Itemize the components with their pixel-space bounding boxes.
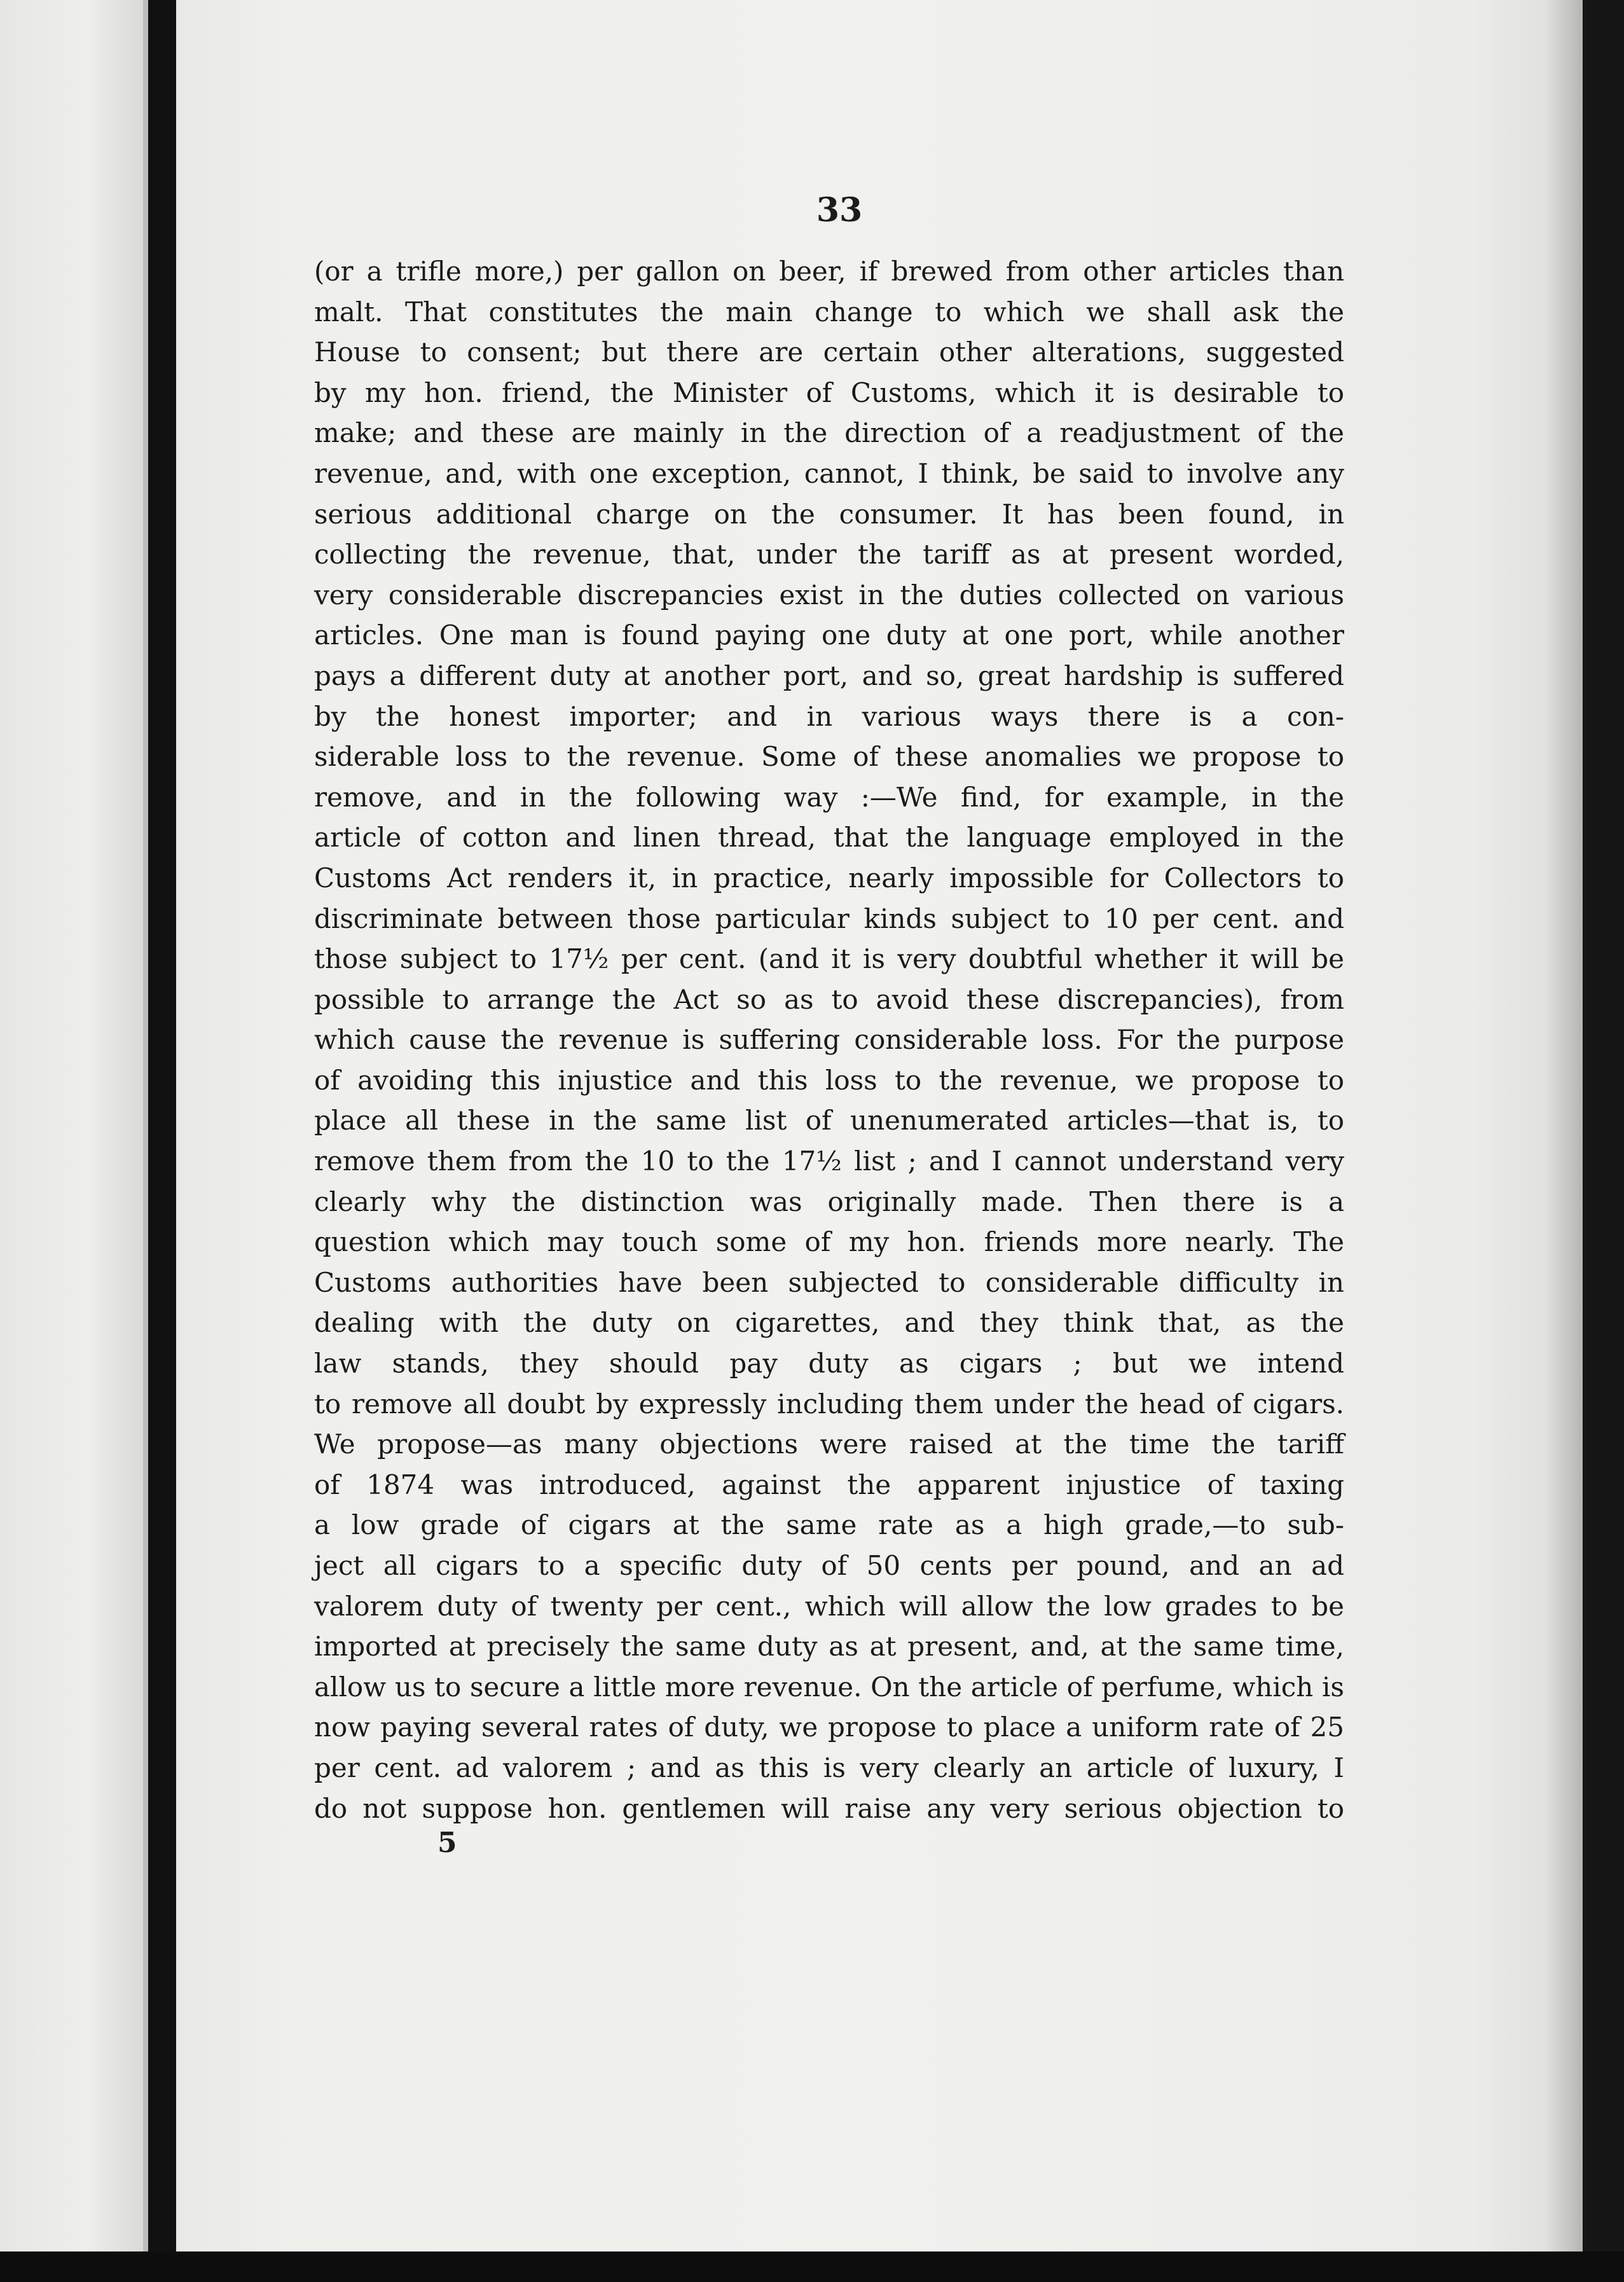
facing-page-fold	[143, 0, 148, 2251]
text-line: law stands, they should pay duty as cigars ; but we intend	[314, 1348, 1344, 1380]
text-line: per cent. ad valorem ; and as this is very clearly an article of luxury, I	[314, 1752, 1344, 1783]
text-line: Customs authorities have been subjected to considerable difficulty in	[314, 1266, 1344, 1298]
scan-border-bottom	[0, 2251, 1624, 2282]
text-line: now paying several rates of duty, we propose to place a uniform rate of 25	[314, 1711, 1344, 1743]
page-shadow	[1545, 0, 1583, 2251]
text-line: pays a different duty at another port, and so, great hardship is suffered	[314, 660, 1344, 691]
text-line: serious additional charge on the consumer. It has been found, in	[314, 498, 1344, 530]
scan-border-right	[1583, 0, 1624, 2282]
body-text	[314, 251, 1344, 1829]
text-line: those subject to 17½ per cent. (and it is very doubtful whether it will be	[314, 943, 1344, 975]
text-line: which cause the revenue is suffering considerable loss. For the purpose	[314, 1024, 1344, 1056]
text-line: question which may touch some of my hon. friends more nearly. The	[314, 1226, 1344, 1258]
text-line: make; and these are mainly in the direction of a readjustment of the	[314, 417, 1344, 449]
text-line: allow us to secure a little more revenue. On the article of perfume, which is	[314, 1671, 1344, 1703]
text-line: by the honest importer; and in various ways there is a con-	[314, 700, 1344, 732]
text-line: dealing with the duty on cigarettes, and they think that, as the	[314, 1307, 1344, 1339]
text-line: remove, and in the following way :—We find, for example, in the	[314, 781, 1344, 813]
text-line: by my hon. friend, the Minister of Customs, which it is desirable to	[314, 377, 1344, 408]
text-line: clearly why the distinction was originally made. Then there is a	[314, 1186, 1344, 1217]
text-line: articles. One man is found paying one duty at one port, while another	[314, 619, 1344, 651]
text-line: place all these in the same list of unenumerated articles—that is, to	[314, 1105, 1344, 1137]
text-line: Customs Act renders it, in practice, nearly impossible for Collectors to	[314, 862, 1344, 894]
facing-page-edge	[0, 0, 145, 2251]
text-line: We propose—as many objections were raised at the time the tariff	[314, 1428, 1344, 1460]
text-line: a low grade of cigars at the same rate as a high grade,—to sub-	[314, 1509, 1344, 1541]
text-line: imported at precisely the same duty as at present, and, at the same time,	[314, 1631, 1344, 1663]
page-number: 33	[816, 191, 863, 230]
text-line: collecting the revenue, that, under the tariff as at present worded,	[314, 539, 1344, 570]
text-line: revenue, and, with one exception, cannot, I think, be said to involve any	[314, 457, 1344, 489]
text-line: to remove all doubt by expressly including them under the head of cigars.	[314, 1388, 1344, 1420]
text-line: House to consent; but there are certain other alterations, suggested	[314, 336, 1344, 368]
text-line: article of cotton and linen thread, that the language employed in the	[314, 822, 1344, 854]
text-line: (or a trifle more,) per gallon on beer, if brewed from other articles than	[314, 256, 1344, 287]
text-line: remove them from the 10 to the 17½ list ; and I cannot understand very	[314, 1145, 1344, 1177]
text-line: do not suppose hon. gentlemen will raise any very serious objection to	[314, 1792, 1344, 1824]
text-line: of 1874 was introduced, against the apparent injustice of taxing	[314, 1469, 1344, 1500]
text-line: valorem duty of twenty per cent., which will allow the low grades to be	[314, 1590, 1344, 1622]
book-gutter	[148, 0, 176, 2282]
signature-mark: 5	[437, 1827, 457, 1859]
text-line: malt. That constitutes the main change to which we shall ask the	[314, 296, 1344, 328]
text-line: siderable loss to the revenue. Some of these anomalies we propose to	[314, 741, 1344, 773]
text-line: possible to arrange the Act so as to avoid these discrepancies), from	[314, 983, 1344, 1015]
text-line: very considerable discrepancies exist in the duties collected on various	[314, 579, 1344, 611]
text-line: of avoiding this injustice and this loss to the revenue, we propose to	[314, 1064, 1344, 1096]
text-line: discriminate between those particular kinds subject to 10 per cent. and	[314, 902, 1344, 934]
text-line: ject all cigars to a specific duty of 50 cents per pound, and an ad	[314, 1550, 1344, 1581]
